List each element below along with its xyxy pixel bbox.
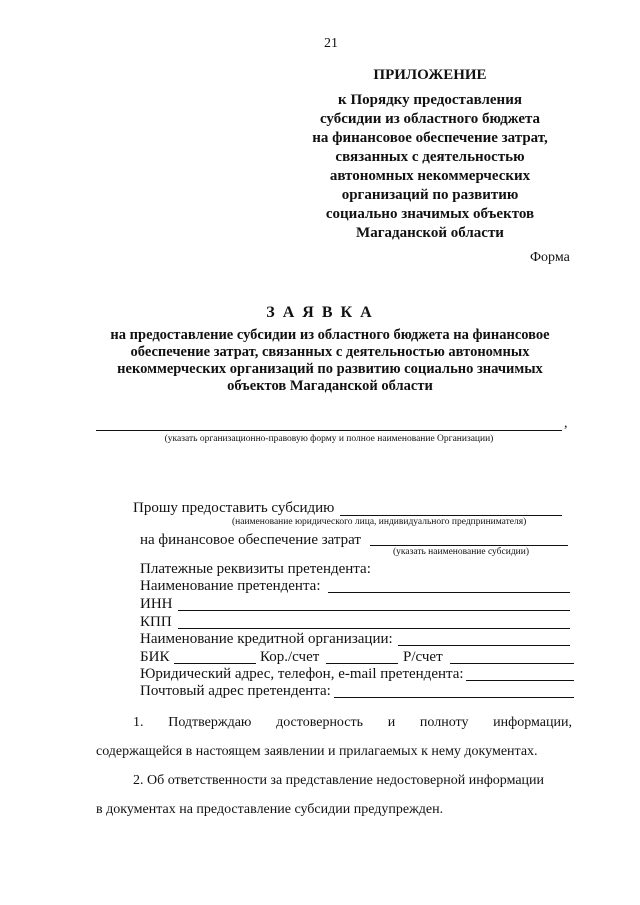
- settlement-account-field[interactable]: [450, 663, 574, 664]
- inn-field[interactable]: [178, 610, 570, 611]
- heading-line: на предоставление субсидии из областного бюджета на финансовое: [110, 327, 550, 343]
- statement-2-line-2: в документах на предоставление субсидии предупрежден.: [96, 802, 444, 817]
- bik-field[interactable]: [174, 663, 256, 664]
- subsidy-name-caption: (указать наименование субсидии): [393, 547, 529, 557]
- organization-field[interactable]: [96, 430, 562, 431]
- statement-word: достоверность: [276, 715, 363, 730]
- heading-line: объектов Магаданской области: [227, 378, 433, 394]
- appendix-line: связанных с деятельностью: [335, 149, 525, 165]
- corr-account-field[interactable]: [326, 663, 398, 664]
- appendix-block: [310, 66, 550, 243]
- heading-block: [40, 327, 620, 395]
- bank-name-field[interactable]: [398, 645, 570, 646]
- appendix-line: на финансовое обеспечение затрат,: [312, 130, 548, 146]
- organization-caption: (указать организационно-правовую форму и полное наименование Организации): [164, 434, 494, 444]
- bank-name-label: Наименование кредитной организации:: [140, 631, 393, 647]
- appendix-line: субсидии из областного бюджета: [319, 111, 541, 127]
- statement-word: информации,: [493, 715, 572, 730]
- legal-entity-caption: (наименование юридического лица, индивидуального предпринимателя): [232, 517, 527, 527]
- postal-address-label: Почтовый адрес претендента:: [140, 683, 331, 699]
- statement-1-line-1: [133, 715, 572, 731]
- appendix-line: автономных некоммерческих: [329, 168, 531, 184]
- appendix-line: социально значимых объектов: [325, 206, 535, 222]
- inn-label: ИНН: [140, 596, 173, 612]
- form-label: Форма: [530, 250, 570, 265]
- heading-line: некоммерческих организаций по развитию социально значимых: [117, 361, 543, 377]
- statement-1-line-2: содержащейся в настоящем заявлении и прилагаемых к нему документах.: [96, 744, 538, 759]
- legal-address-label: Юридический адрес, телефон, e-mail претендента:: [140, 666, 464, 682]
- request-line-2: на финансовое обеспечение затрат: [140, 532, 361, 548]
- legal-address-field[interactable]: [466, 680, 574, 681]
- heading-line: обеспечение затрат, связанных с деятельностью автономных: [130, 344, 530, 360]
- appendix-line: Магаданской области: [356, 225, 504, 241]
- appendix-line: к Порядку предоставления: [338, 92, 522, 108]
- document-title: З А Я В К А: [266, 304, 374, 321]
- settlement-account-label: Р/счет: [403, 649, 443, 665]
- statement-2-line-1: 2. Об ответственности за представление недостоверной информации: [133, 773, 545, 788]
- request-line-1: Прошу предоставить субсидию: [133, 500, 335, 516]
- applicant-name-field[interactable]: [328, 592, 570, 593]
- subsidy-name-field[interactable]: [370, 545, 568, 546]
- statement-word: 1.: [133, 715, 144, 730]
- postal-address-field[interactable]: [334, 697, 574, 698]
- statement-word: Подтверждаю: [168, 715, 252, 730]
- statement-word: полноту: [419, 715, 469, 730]
- statement-word: и: [387, 715, 396, 730]
- legal-entity-field[interactable]: [340, 515, 562, 516]
- organization-comma: ,: [564, 416, 568, 431]
- corr-account-label: Кор./счет: [260, 649, 320, 665]
- applicant-name-label: Наименование претендента:: [140, 578, 321, 594]
- appendix-title: ПРИЛОЖЕНИЕ: [373, 67, 487, 83]
- kpp-field[interactable]: [178, 628, 570, 629]
- payment-details-header: Платежные реквизиты претендента:: [140, 561, 371, 577]
- bik-label: БИК: [140, 649, 170, 665]
- kpp-label: КПП: [140, 614, 172, 630]
- page-number: 21: [324, 36, 338, 51]
- appendix-line: организаций по развитию: [341, 187, 519, 203]
